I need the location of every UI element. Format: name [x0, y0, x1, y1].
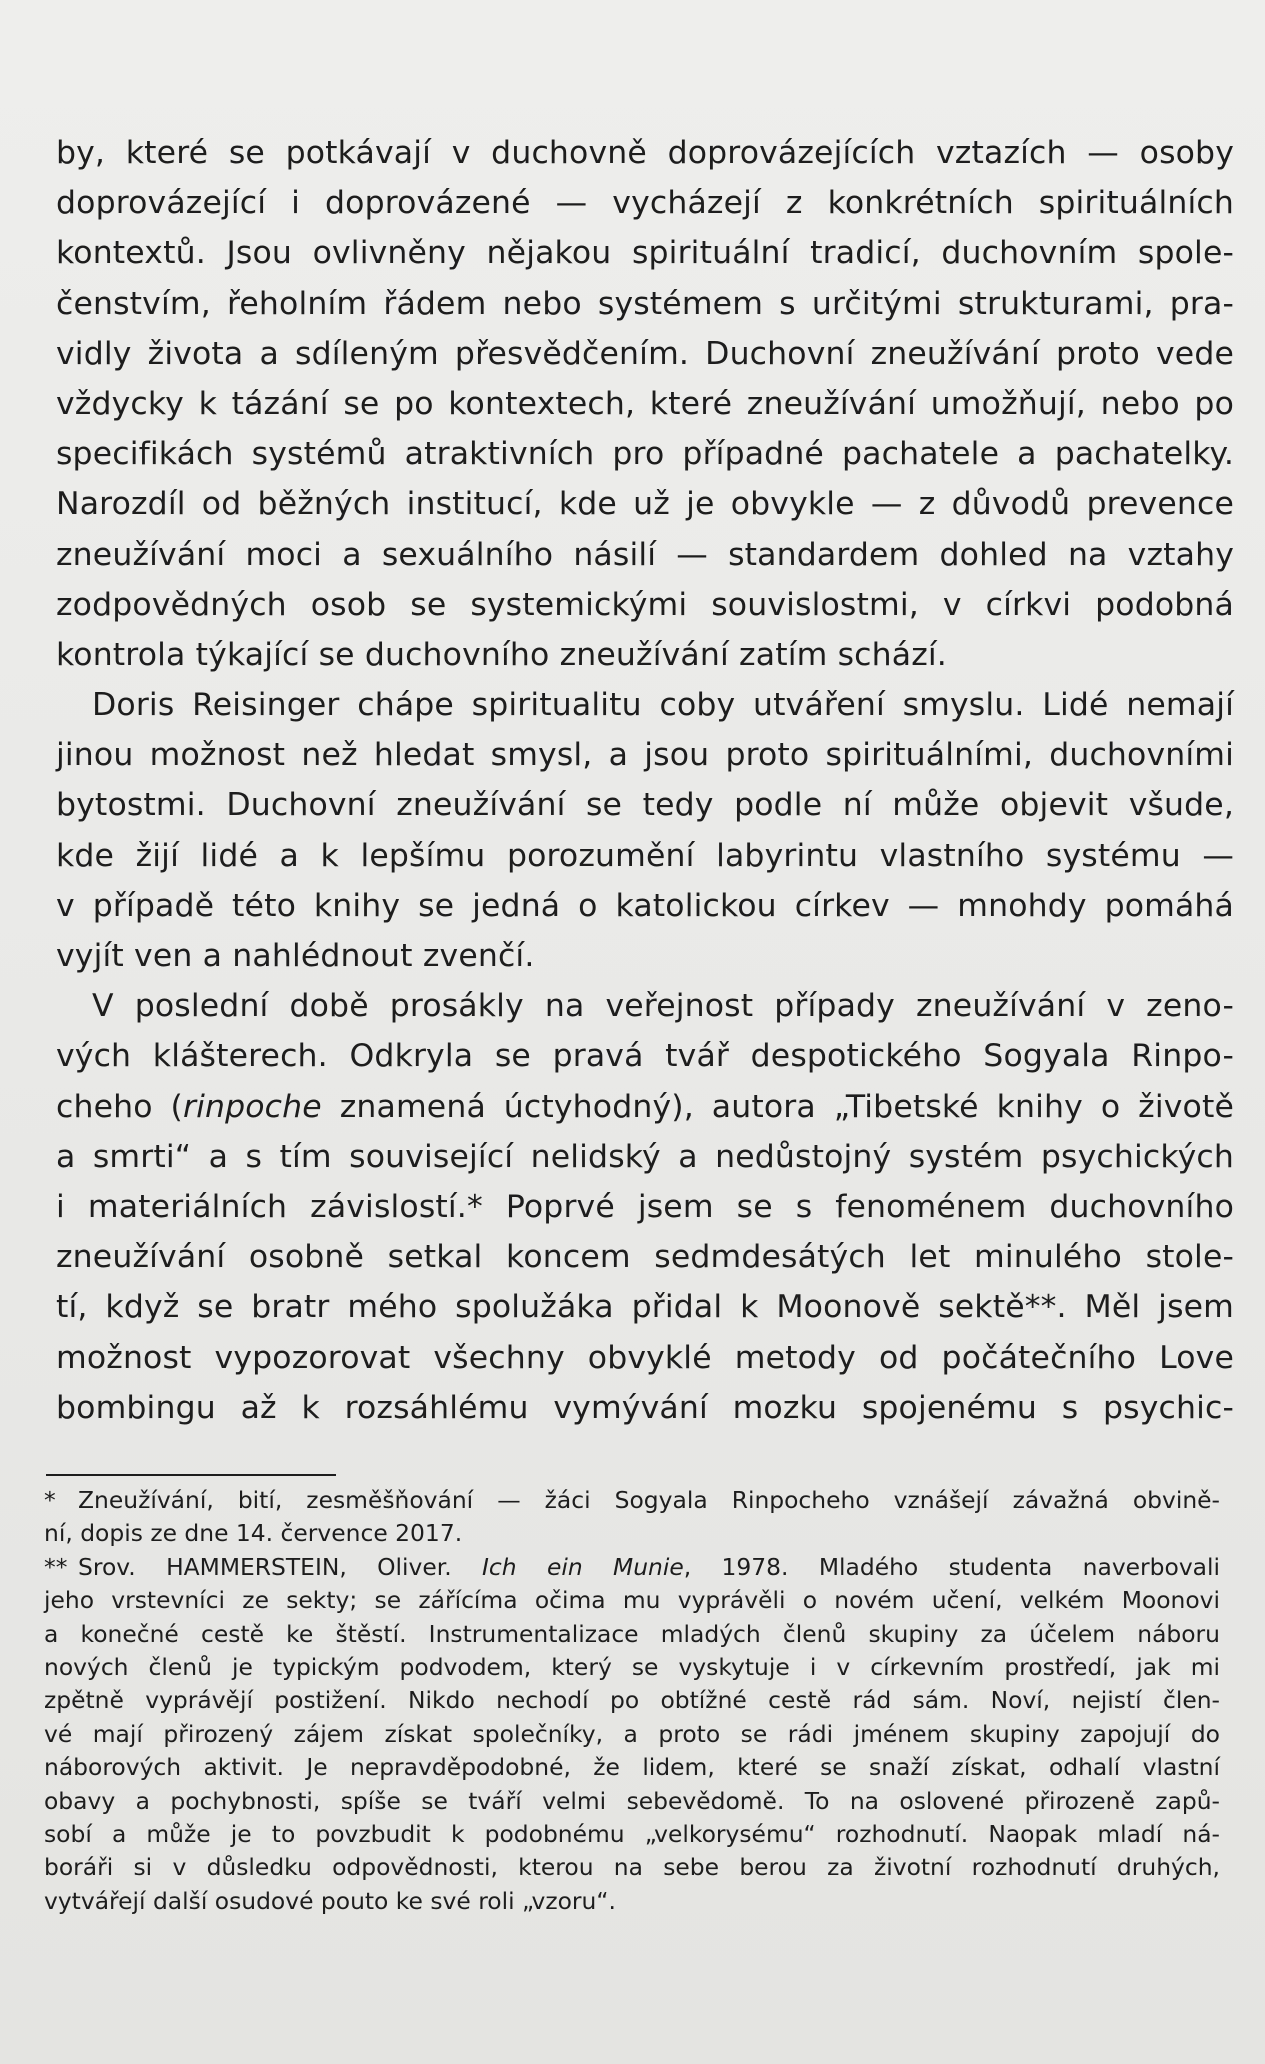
- footnote-2-line: boráři si v důsledku odpovědnosti, kterou na sebe berou za životní rozhodnutí druhých,: [44, 1853, 1220, 1882]
- footnote-marker: **: [44, 1552, 68, 1581]
- footnote-text: Srov. HAMMERSTEIN, Oliver.: [78, 1552, 483, 1581]
- text-line: čenstvím, řeholním řádem nebo systémem s určitými strukturami, pra-: [56, 285, 1234, 322]
- text-line: i materiálních závislostí.* Poprvé jsem se s fenoménem duchovního: [56, 1188, 1234, 1225]
- text-line: kontrola týkající se duchovního zneužívání zatím schází.: [56, 636, 947, 673]
- text-line: by, které se potkávají v duchovně doprovázejících vztazích — osoby: [56, 135, 1234, 171]
- text-line: specifikách systémů atraktivních pro případné pachatele a pachatelky.: [56, 436, 1234, 473]
- footnote-2-line: [44, 1551, 1220, 1584]
- text-line: vidly života a sdíleným přesvědčením. Duchovní zneužívání proto vede: [56, 335, 1234, 372]
- footnote-2-line: zpětně vyprávějí postižení. Nikdo nechodí po obtížné cestě rád sám. Noví, nejistí člen-: [44, 1686, 1220, 1715]
- text-line: zneužívání moci a sexuálního násilí — standardem dohled na vztahy: [56, 536, 1234, 573]
- text-line: tí, když se bratr mého spolužáka přidal k Moonově sektě**. Měl jsem: [56, 1289, 1234, 1326]
- footnote-2-line: nových členů je typickým podvodem, který se vyskytuje i v církevním prostředí, jak mi: [44, 1652, 1220, 1681]
- text-line: Narozdíl od běžných institucí, kde už je obvykle — z důvodů prevence: [56, 486, 1234, 523]
- paragraph-first-line: Doris Reisinger chápe spiritualitu coby utváření smyslu. Lidé nemají: [92, 687, 1234, 724]
- footnote-1-line: ní, dopis ze dne 14. července 2017.: [44, 1519, 463, 1548]
- text-line: jinou možnost než hledat smysl, a jsou proto spirituálními, duchovními: [56, 737, 1234, 774]
- text-segment: cheho (: [56, 1088, 183, 1125]
- text-line: možnost vypozorovat všechny obvyklé metody od počátečního Love: [56, 1339, 1234, 1376]
- main-text: [56, 128, 1234, 1433]
- footnote-2-line: vé mají přirozený zájem získat společníky, a proto se rádi jménem skupiny zapojují do: [44, 1719, 1220, 1748]
- text-line: vždycky k tázání se po kontextech, které zneužívání umožňují, nebo po: [56, 385, 1234, 422]
- footnote-2-line: sobí a může je to povzbudit k podobnému „velkorysému“ rozhodnutí. Naopak mladí ná-: [44, 1819, 1220, 1848]
- footnote-divider: [46, 1474, 336, 1476]
- text-segment: znamená úctyhodný), autora „Tibetské knihy o životě: [321, 1088, 1234, 1125]
- footnote-2-line: jeho vrstevníci ze sekty; se zářícíma očima mu vyprávěli o novém učení, velkém Moonovi: [44, 1586, 1220, 1615]
- text-line: vyjít ven a nahlédnout zvenčí.: [56, 938, 535, 974]
- footnote-marker: *: [44, 1486, 56, 1514]
- paragraph-first-line: V poslední době prosákly na veřejnost případy zneužívání v zeno-: [92, 988, 1234, 1025]
- text-line: zodpovědných osob se systemickými souvislostmi, v církvi podobná: [56, 586, 1234, 623]
- footnote-2-line: a konečné cestě ke štěstí. Instrumentalizace mladých členů skupiny za účelem náboru: [44, 1619, 1220, 1648]
- italic-term: rinpoche: [183, 1088, 322, 1125]
- footnote-1-line: [44, 1484, 1220, 1517]
- cited-title: Ich ein Munie: [482, 1552, 684, 1581]
- text-line: bytostmi. Duchovní zneužívání se tedy podle ní může objevit všude,: [56, 787, 1234, 824]
- text-line: vých klášterech. Odkryla se pravá tvář despotického Sogyala Rinpo-: [56, 1038, 1234, 1075]
- footnotes: [44, 1484, 1220, 1918]
- text-line: zneužívání osobně setkal koncem sedmdesátých let minulého stole-: [56, 1239, 1234, 1276]
- text-line: v případě této knihy se jedná o katolickou církev — mnohdy pomáhá: [56, 887, 1234, 924]
- footnote-2-line: obavy a pochybnosti, spíše se tváří velmi sebevědomě. To na oslovené přirozeně zapů-: [44, 1786, 1220, 1815]
- text-line-with-italic: [56, 1082, 1234, 1132]
- text-line: doprovázející i doprovázené — vycházejí z konkrétních spirituálních: [56, 185, 1234, 222]
- footnote-2-line: vytvářejí další osudové pouto ke své roli „vzoru“.: [44, 1886, 616, 1915]
- text-line: kontextů. Jsou ovlivněny nějakou spirituální tradicí, duchovním spole-: [56, 235, 1234, 272]
- footnote-text: , 1978. Mladého studenta naverbovali: [683, 1552, 1220, 1581]
- text-line: a smrti“ a s tím související nelidský a nedůstojný systém psychických: [56, 1138, 1234, 1175]
- footnote-text: Zneužívání, bití, zesměšňování — žáci Sogyala Rinpocheho vznášejí závažná obvině-: [78, 1486, 1220, 1514]
- text-line: kde žijí lidé a k lepšímu porozumění labyrintu vlastního systému —: [56, 837, 1234, 874]
- text-line: bombingu až k rozsáhlému vymývání mozku spojenému s psychic-: [56, 1389, 1234, 1426]
- footnote-2-line: náborových aktivit. Je nepravděpodobné, že lidem, které se snaží získat, odhalí vlastní: [44, 1753, 1220, 1782]
